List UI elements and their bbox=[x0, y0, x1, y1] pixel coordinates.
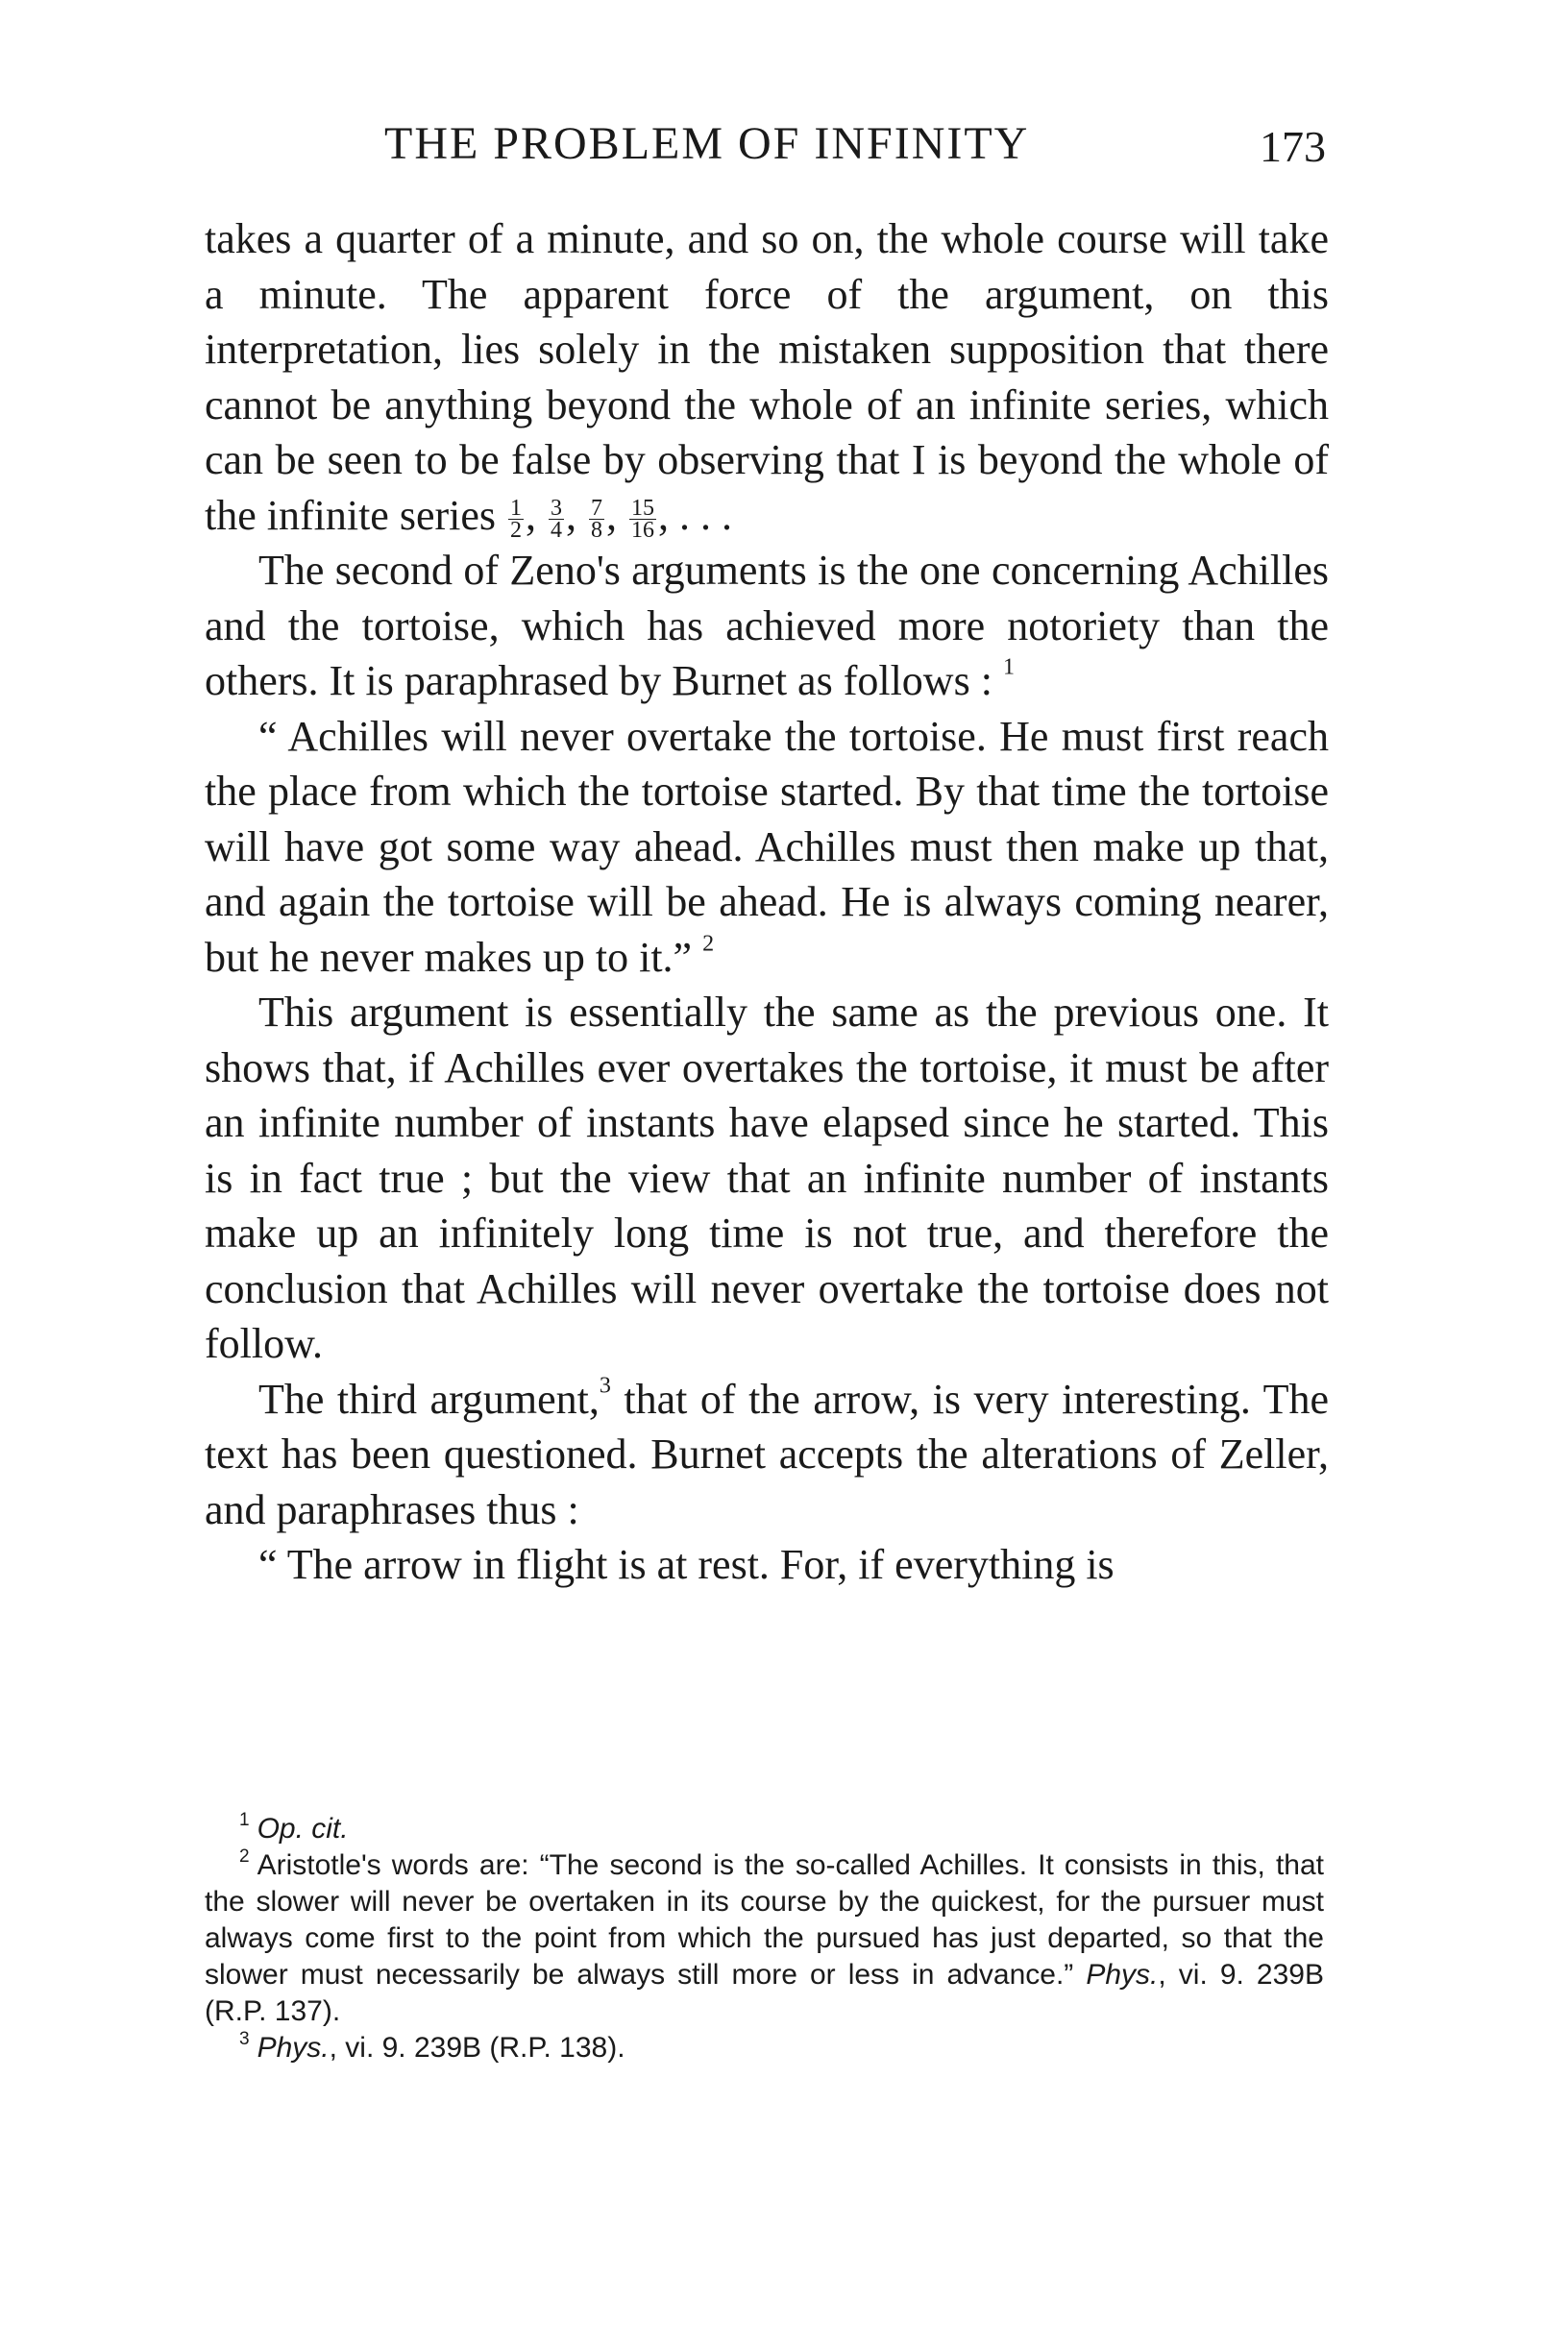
fraction-three-quarters: $\frac{3}{4}$ bbox=[551, 495, 563, 543]
paragraph-6-quote: “ The arrow in flight is at rest. For, if everything is bbox=[258, 1541, 1115, 1588]
paragraph-4: This argument is essentially the same as the previous one. It shows that, if Achilles ever overtakes the tortoise, it must be after an infinite number of instants have elapsed since he started. This is in fact true ; but the view that an infinite number of instants make up an infinitely long time is not true, and therefore the conclusion that Achilles will never overtake the tortoise does not follow. bbox=[205, 989, 1329, 1367]
footnote-ref-3: 3 bbox=[599, 1372, 611, 1398]
body-text bbox=[205, 211, 1329, 1593]
footnote-3: $^3$ Phys., vi. 9. 239B (R.P. 138). bbox=[239, 2028, 625, 2064]
footnote-2: $^2$ Aristotle's words are: “The second is the so-called Achilles. It consists in this, that the slower will never be overtaken in its course by the quickest, for the pursuer must always come first to the point from which the pursued has just departed, so that the slower must necessarily be always still more or less in advance.” Phys., vi. 9. 239B (R.P. 137). bbox=[205, 1846, 1324, 2027]
fraction-half: $\frac{1}{2}$ bbox=[510, 495, 523, 543]
paragraph-2: The second of Zeno's arguments is the one concerning Achilles and the tortoise, which has achieved more notoriety than the others. It is paraphrased by Burnet as follows : $^1$ bbox=[205, 547, 1329, 704]
paragraph-3-quote: “ Achilles will never overtake the tortoise. He must first reach the place from which the tortoise started. By that time the tortoise will have got some way ahead. Achilles must then make up that, and again the tortoise will be ahead. He is always coming nearer, but he never makes up to it.” $^2$ bbox=[205, 712, 1329, 981]
paragraph-5: The third argument,$^3$ that of the arrow, is very interesting. The text has been questioned. Burnet accepts the alterations of Zeller, and paraphrases thus : bbox=[205, 1372, 1330, 1533]
footnote-ref-2: 2 bbox=[702, 930, 715, 956]
fraction-fifteen-sixteenths: $\frac{15}{16}$ bbox=[631, 495, 655, 543]
page-number: 173 bbox=[1260, 122, 1326, 171]
fraction-seven-eighths: $\frac{7}{8}$ bbox=[591, 495, 603, 543]
paragraph-1: takes a quarter of a minute, and so on, the whole course will take a minute. The apparent force of the argument, on this interpretation, lies solely in the mistaken supposition that there cannot be anything beyond the whole of an infinite series, which can be seen to be false by observing that I is beyond the whole of the infinite series $\frac{1}{2}$ , $\frac{3}{4}$ , $\frac{7}{8}$ , $\frac{15}{16}$ , . . . bbox=[205, 215, 1329, 543]
footnote-ref-1: 1 bbox=[1002, 654, 1015, 680]
page-header bbox=[207, 117, 1326, 175]
running-head: THE PROBLEM OF INFINITY bbox=[384, 118, 1030, 169]
ellipsis: . . . bbox=[679, 491, 733, 539]
footnotes bbox=[205, 1811, 1324, 2066]
footnote-1: $^1$ Op. cit. bbox=[239, 1809, 349, 1845]
